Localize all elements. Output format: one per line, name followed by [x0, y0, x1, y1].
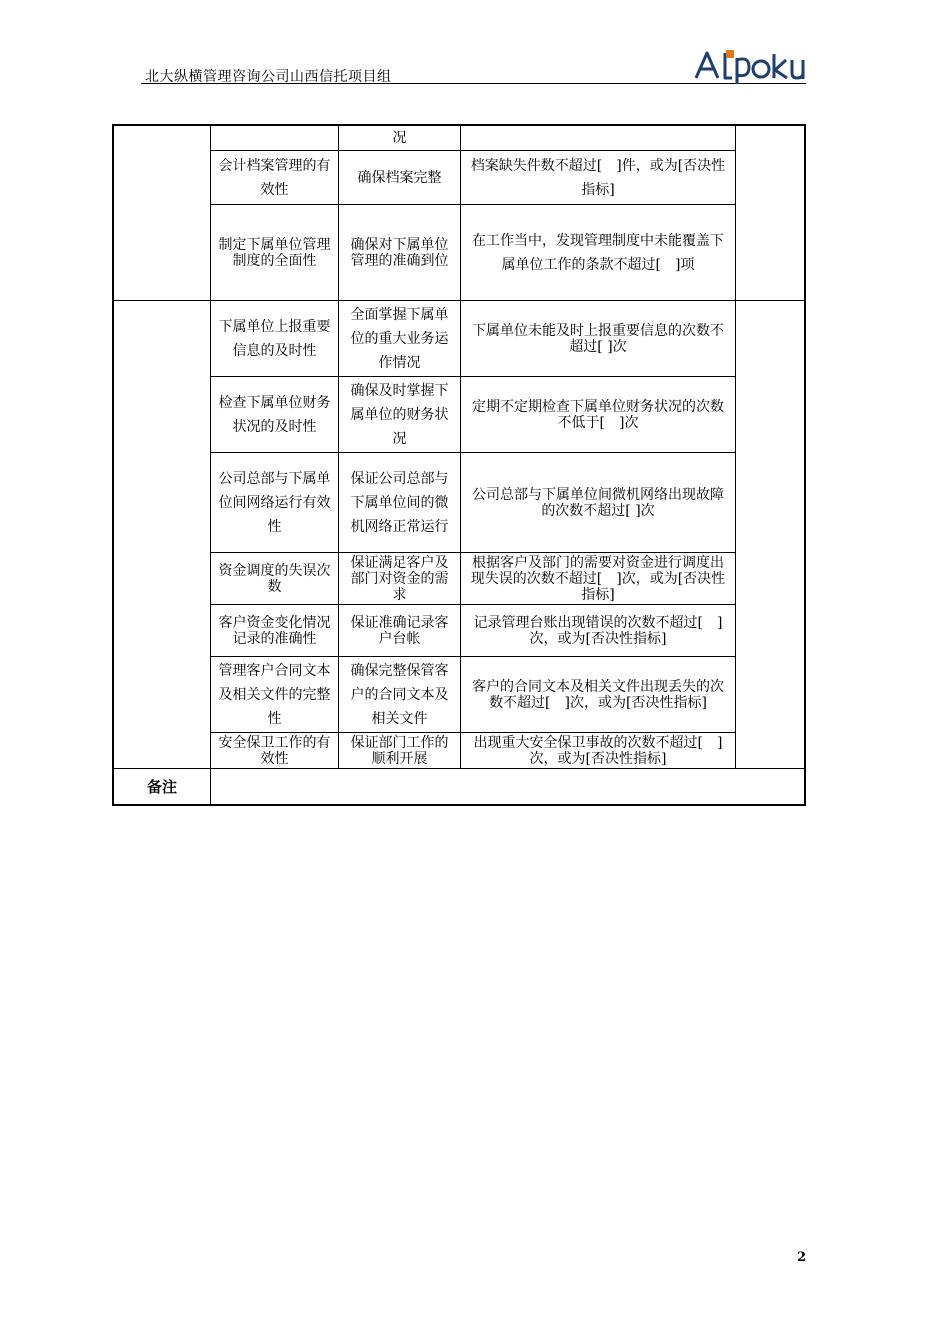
indicator-cell: 管理客户合同文本及相关文件的完整性 [211, 657, 339, 733]
weight-cell [736, 301, 806, 769]
category-cell [114, 301, 211, 769]
goal-cell: 保证准确记录客户台帐 [339, 605, 461, 657]
standard-cell: 公司总部与下属单位间微机网络出现故障的次数不超过[ ]次 [461, 453, 736, 553]
indicator-cell: 安全保卫工作的有效性 [211, 733, 339, 769]
standard-cell: 根据客户及部门的需要对资金进行调度出现失误的次数不超过[ ]次，或为[否决性指标] [461, 553, 736, 605]
goal-cell: 全面掌握下属单位的重大业务运作情况 [339, 301, 461, 377]
standard-cell [461, 126, 736, 151]
standard-cell: 客户的合同文本及相关文件出现丢失的次数不超过[ ]次，或为[否决性指标] [461, 657, 736, 733]
kpi-table [113, 125, 806, 805]
table-row [114, 657, 806, 733]
standard-cell: 档案缺失件数不超过[ ]件，或为[否决性指标] [461, 151, 736, 205]
remark-label: 备注 [114, 769, 211, 805]
table-row [114, 126, 806, 151]
indicator-cell: 制定下属单位管理制度的全面性 [211, 205, 339, 301]
goal-cell: 况 [339, 126, 461, 151]
table-row [114, 553, 806, 605]
indicator-cell: 会计档案管理的有效性 [211, 151, 339, 205]
goal-cell: 确保完整保管客户的合同文本及相关文件 [339, 657, 461, 733]
standard-cell: 下属单位未能及时上报重要信息的次数不超过[ ]次 [461, 301, 736, 377]
remark-row [114, 769, 806, 805]
goal-cell: 确保档案完整 [339, 151, 461, 205]
table-row [114, 301, 806, 377]
table-row [114, 205, 806, 301]
indicator-cell: 检查下属单位财务状况的及时性 [211, 377, 339, 453]
page-number: 2 [797, 1250, 807, 1265]
weight-cell [736, 126, 806, 301]
remark-value [211, 769, 806, 805]
allpku-logo [692, 48, 806, 84]
header-company-name: 北大纵横管理咨询公司山西信托项目组 [145, 69, 392, 85]
standard-cell: 记录管理台账出现错误的次数不超过[ ]次，或为[否决性指标] [461, 605, 736, 657]
indicator-cell: 公司总部与下属单位间网络运行有效性 [211, 453, 339, 553]
table-row [114, 605, 806, 657]
indicator-cell: 资金调度的失误次数 [211, 553, 339, 605]
indicator-cell: 下属单位上报重要信息的及时性 [211, 301, 339, 377]
standard-cell: 在工作当中，发现管理制度中未能覆盖下属单位工作的条款不超过[ ]项 [461, 205, 736, 301]
goal-cell: 保证部门工作的顺利开展 [339, 733, 461, 769]
goal-cell: 保证公司总部与下属单位间的微机网络正常运行 [339, 453, 461, 553]
goal-cell: 确保对下属单位管理的准确到位 [339, 205, 461, 301]
table-row [114, 733, 806, 769]
indicator-cell: 客户资金变化情况记录的准确性 [211, 605, 339, 657]
goal-cell: 确保及时掌握下属单位的财务状况 [339, 377, 461, 453]
table-row [114, 453, 806, 553]
indicator-cell [211, 126, 339, 151]
table-row [114, 377, 806, 453]
table-row [114, 151, 806, 205]
standard-cell: 出现重大安全保卫事故的次数不超过[ ]次，或为[否决性指标] [461, 733, 736, 769]
standard-cell: 定期不定期检查下属单位财务状况的次数不低于[ ]次 [461, 377, 736, 453]
goal-cell: 保证满足客户及部门对资金的需求 [339, 553, 461, 605]
category-cell [114, 126, 211, 301]
